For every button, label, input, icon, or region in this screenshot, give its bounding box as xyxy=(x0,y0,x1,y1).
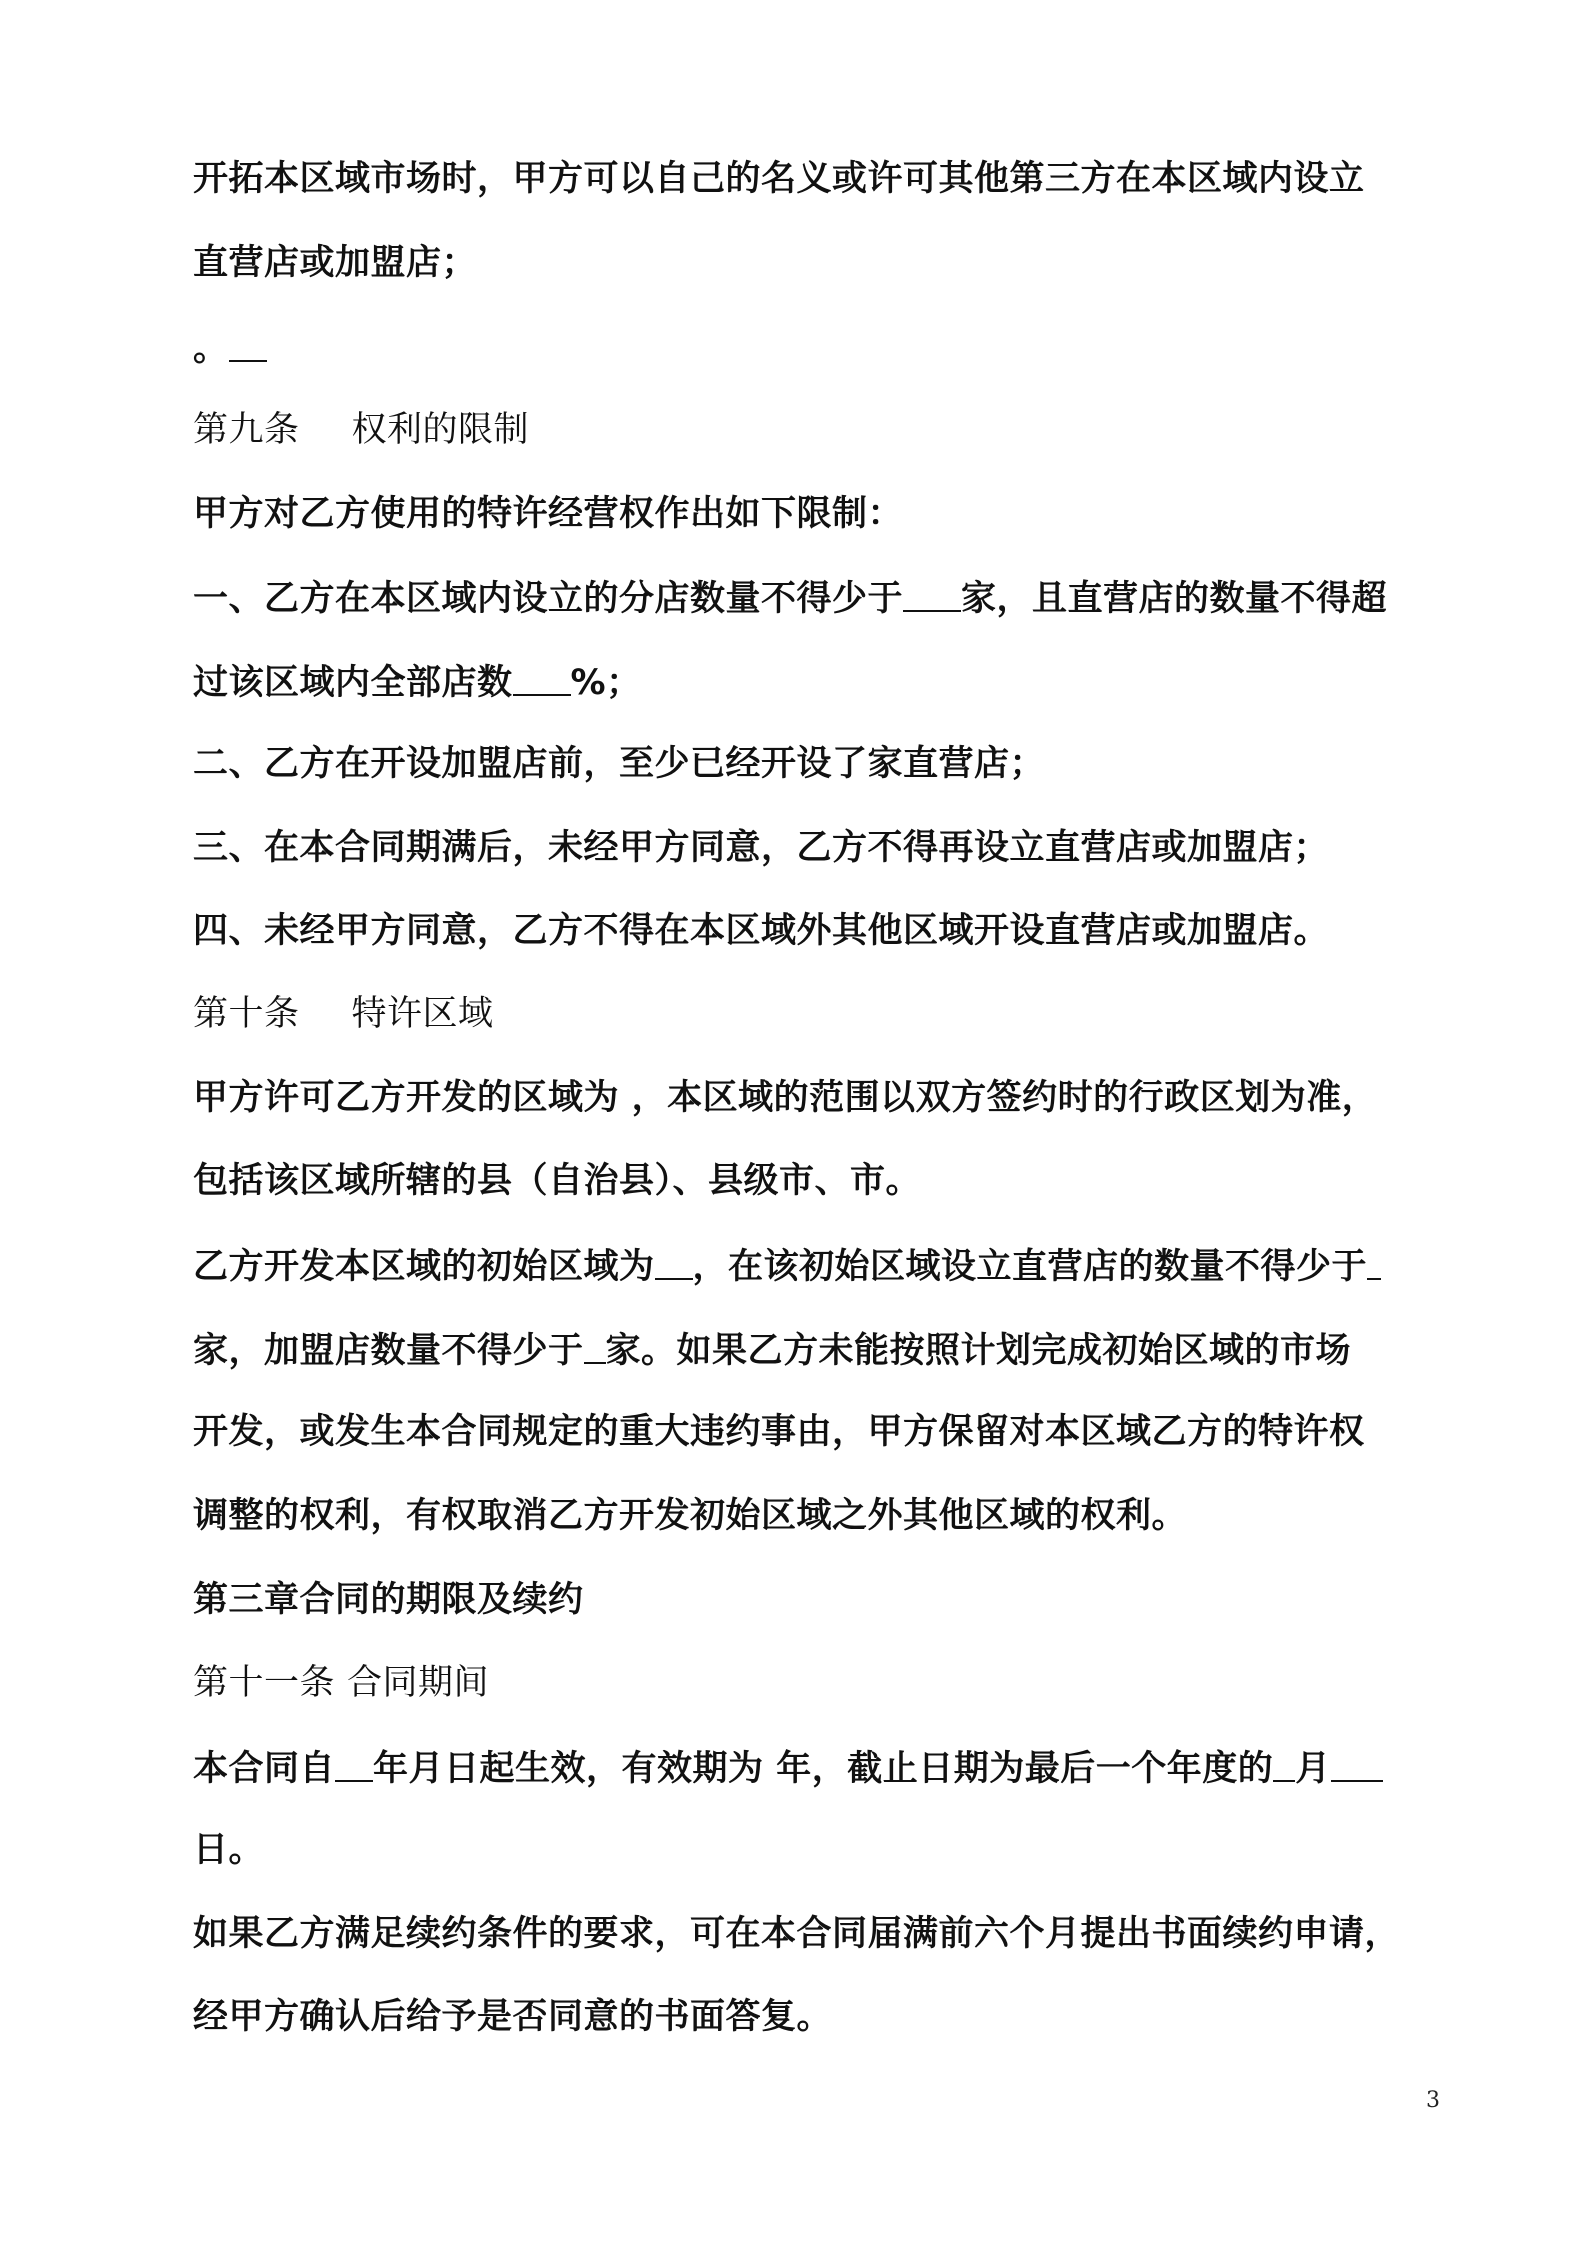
text-line xyxy=(193,330,267,367)
article-heading xyxy=(193,1663,490,1703)
text-line: 三、在本合同期满后，未经甲方同意，乙方不得再设立直营店或加盟店； xyxy=(193,828,1330,868)
article-title: 权利的限制 xyxy=(351,410,530,450)
text-segment: 家，加盟店数量不得少于 xyxy=(193,1331,584,1371)
blank-underline xyxy=(584,1332,606,1364)
text-segment: 乙方开发本区域的初始区域为 xyxy=(193,1247,655,1287)
article-number: 第十条 xyxy=(193,994,300,1034)
text-line: 甲方对乙方使用的特许经营权作出如下限制： xyxy=(193,494,904,534)
text-line: 包括该区域所辖的县（自治县）、县级市、市。 xyxy=(193,1161,922,1201)
text-segment: 年月日起生效，有效期为 年，截止日期为最后一个年度的 xyxy=(373,1749,1274,1789)
text-segment: 一、乙方在本区域内设立的分店数量不得少于 xyxy=(193,579,904,619)
article-title: 合同期间 xyxy=(347,1663,490,1703)
blank-underline xyxy=(229,330,267,362)
text-line: 调整的权利，有权取消乙方开发初始区域之外其他区域的权利。 xyxy=(193,1496,1188,1536)
text-segment: %； xyxy=(570,663,642,703)
text-line: 日。 xyxy=(193,1830,265,1870)
text-line xyxy=(193,1332,1351,1369)
blank-underline xyxy=(1331,1750,1383,1782)
text-line: 开发，或发生本合同规定的重大违约事由，甲方保留对本区域乙方的特许权 xyxy=(193,1412,1365,1452)
text-line: 直营店或加盟店； xyxy=(193,243,478,283)
blank-underline xyxy=(335,1750,373,1782)
article-heading xyxy=(193,410,530,450)
article-number: 第十一条 xyxy=(193,1663,336,1703)
text-line: 二、乙方在开设加盟店前，至少已经开设了家直营店； xyxy=(193,744,1046,784)
text-segment: 家。如果乙方未能按照计划完成初始区域的市场 xyxy=(605,1331,1352,1371)
page-number: 3 xyxy=(1426,2088,1440,2113)
blank-underline xyxy=(655,1248,693,1280)
article-number: 第九条 xyxy=(193,410,300,450)
text-line xyxy=(193,580,1387,617)
text-segment: 。 xyxy=(193,329,229,369)
text-line: 甲方许可乙方开发的区域为 ，本区域的范围以双方签约时的行政区划为准， xyxy=(193,1078,1378,1118)
text-line: 开拓本区域市场时，甲方可以自己的名义或许可其他第三方在本区域内设立 xyxy=(193,159,1365,199)
text-line xyxy=(193,1750,1383,1787)
text-segment: 月 xyxy=(1295,1749,1331,1789)
blank-underline xyxy=(1367,1248,1381,1280)
text-segment: 本合同自 xyxy=(193,1749,336,1789)
blank-underline xyxy=(903,580,961,612)
text-segment: 过该区域内全部店数 xyxy=(193,663,513,703)
article-heading xyxy=(193,994,494,1034)
chapter-heading: 第三章合同的期限及续约 xyxy=(193,1580,584,1620)
text-line xyxy=(193,664,642,701)
text-line xyxy=(193,1248,1381,1285)
text-segment: 家，且直营店的数量不得超 xyxy=(961,579,1388,619)
text-segment: ，在该初始区域设立直营店的数量不得少于 xyxy=(692,1247,1368,1287)
blank-underline xyxy=(1273,1750,1295,1782)
text-line: 如果乙方满足续约条件的要求，可在本合同届满前六个月提出书面续约申请， xyxy=(193,1914,1401,1954)
text-line: 四、未经甲方同意，乙方不得在本区域外其他区域开设直营店或加盟店。 xyxy=(193,911,1330,951)
article-title: 特许区域 xyxy=(351,994,494,1034)
blank-underline xyxy=(513,664,571,696)
text-line: 经甲方确认后给予是否同意的书面答复。 xyxy=(193,1997,833,2037)
